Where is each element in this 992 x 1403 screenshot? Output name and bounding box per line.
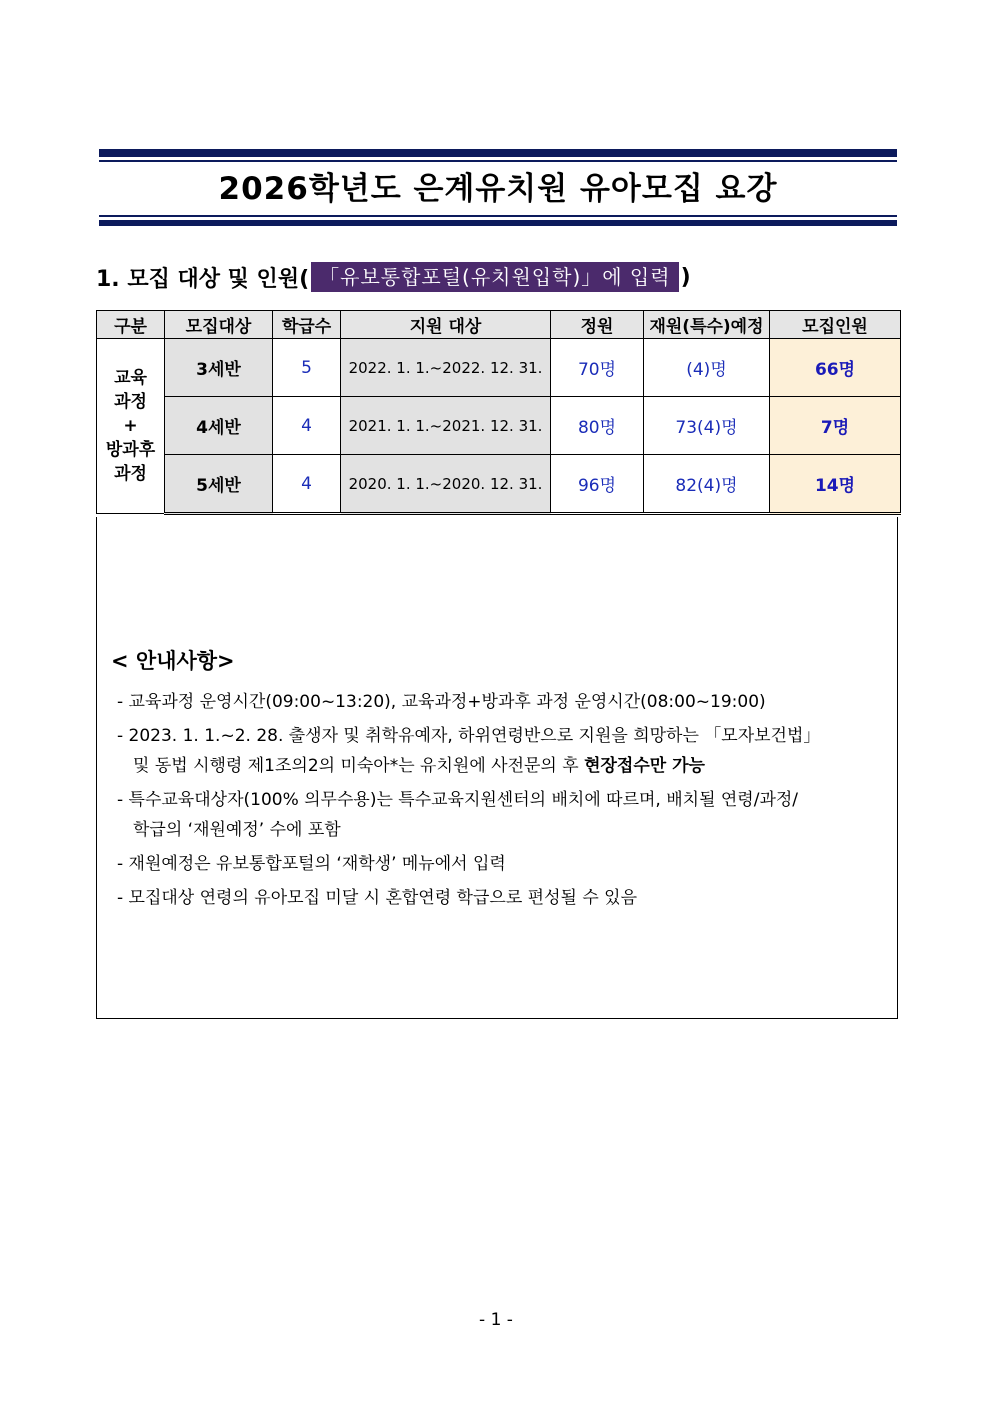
notice-text: - 2023. 1. 1.~2. 28. 출생자 및 취학유예자, 하위연령반으로 지원을 희망하는 「모자보건법」 [117,726,821,746]
group-line: 과정 [114,464,147,484]
notice-text: 및 동법 시행령 제1조의2의 미숙아*는 유치원에 사전문의 후 [133,756,585,776]
notice-list [117,687,899,917]
enrolled-cell: (4)명 [644,339,770,397]
header-cell: 모집인원 [770,311,901,339]
recruit-cell: 7명 [770,397,901,455]
class-cell: 5세반 [165,455,273,514]
notice-emphasis: 현장접수만 가능 [584,756,705,776]
notice-item [117,785,899,845]
section-close: ) [680,264,691,290]
group-line: 방과후 [105,440,156,460]
notice-item [117,883,899,913]
header-cell: 정원 [551,311,644,339]
enrolled-cell: 82(4)명 [644,455,770,514]
title-rule-bottom-thin [99,215,897,217]
section-heading [96,260,691,294]
period-cell: 2020. 1. 1.~2020. 12. 31. [341,455,551,514]
notice-title: < 안내사항> [111,649,235,673]
group-cell [97,339,165,514]
notice-text: - 모집대상 연령의 유아모집 미달 시 혼합연령 학급으로 편성될 수 있음 [117,888,637,908]
section-label: 1. 모집 대상 및 인원( [96,266,310,292]
header-cell: 구분 [97,311,165,339]
header-cell: 재원(특수)예정 [644,311,770,339]
class-count-cell: 5 [273,339,341,397]
table-header-row [97,311,901,339]
notice-text-continued [117,751,899,781]
title-rule-top-thin [99,160,897,162]
recruitment-table [96,310,901,515]
capacity-cell: 80명 [551,397,644,455]
class-cell: 4세반 [165,397,273,455]
header-cell: 지원 대상 [341,311,551,339]
section-highlight: 「유보통합포털(유치원입학)」에 입력 [311,262,678,292]
page-number: - 1 - [479,1310,513,1330]
class-cell: 3세반 [165,339,273,397]
notice-text: - 특수교육대상자(100% 의무수용)는 특수교육지원센터의 배치에 따르며, 배치될 연령/과정/ [117,790,799,810]
notice-text-continued: 학급의 ‘재원예정’ 수에 포함 [133,820,341,840]
capacity-cell: 70명 [551,339,644,397]
header-cell: 모집대상 [165,311,273,339]
header-cell: 학급수 [273,311,341,339]
notice-item [117,849,899,879]
title-band [99,149,897,227]
table-row [97,397,901,455]
period-cell: 2021. 1. 1.~2021. 12. 31. [341,397,551,455]
notice-item [117,721,899,781]
document-title: 2026학년도 은계유치원 유아모집 요강 [218,171,778,207]
title-rule-top [99,149,897,157]
table-row [97,455,901,514]
notice-box [96,517,898,1019]
class-count-cell: 4 [273,397,341,455]
notice-text: - 교육과정 운영시간(09:00~13:20), 교육과정+방과후 과정 운영시간(08:00~19:00) [117,692,766,712]
class-count-cell: 4 [273,455,341,514]
group-line: 과정 [114,392,147,412]
group-line: + [123,416,138,436]
table-row [97,339,901,397]
title-rule-bottom [99,220,897,226]
enrolled-cell: 73(4)명 [644,397,770,455]
capacity-cell: 96명 [551,455,644,514]
recruit-cell: 66명 [770,339,901,397]
notice-item [117,687,899,717]
group-line: 교육 [114,368,147,388]
recruit-cell: 14명 [770,455,901,514]
notice-text: - 재원예정은 유보통합포털의 ‘재학생’ 메뉴에서 입력 [117,854,506,874]
period-cell: 2022. 1. 1.~2022. 12. 31. [341,339,551,397]
